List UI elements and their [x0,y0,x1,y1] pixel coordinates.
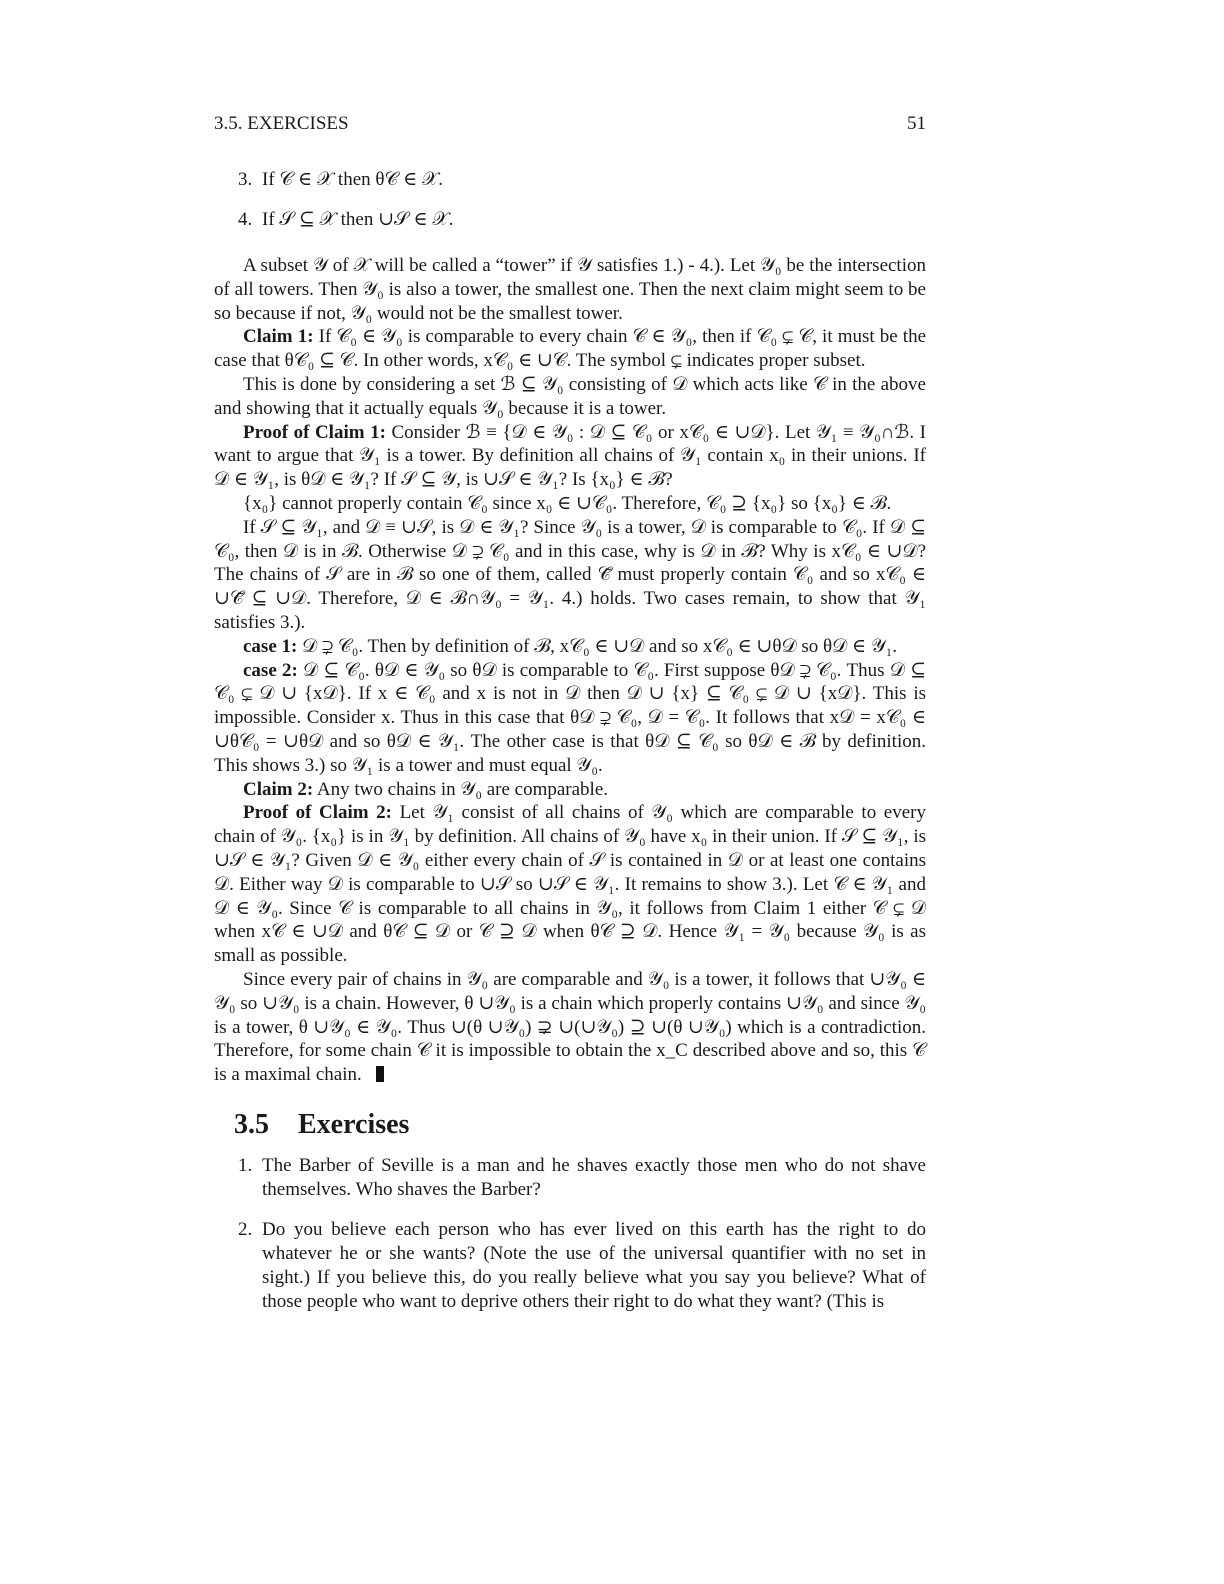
section-heading [234,1107,409,1143]
paragraph [214,325,926,373]
paragraph-text: 𝒟 ⊆ 𝒞₀. θ𝒟 ∈ 𝒴₀ so θ𝒟 is comparable to 𝒞₀. First suppose θ𝒟 ⊋ 𝒞₀. Thus 𝒟 ⊆ 𝒞₀ ⊊ 𝒟 ∪ {x𝒟}. If x ∈ 𝒞₀ and x is not in 𝒟 then 𝒟 ∪ {x} ⊆ 𝒞₀ ⊊ 𝒟 ∪ {x𝒟}. This is impossible. Consider x. Thus in this case that θ𝒟 ⊋ 𝒞₀, 𝒟 = 𝒞₀. It follows that x𝒟 = x𝒞₀ ∈ ∪θ𝒞₀ = ∪θ𝒟 and so θ𝒟 ∈ 𝒴₁. The other case is that θ𝒟 ⊆ 𝒞₀ so θ𝒟 ∈ ℬ by definition. This shows 3.) so 𝒴₁ is a tower and must equal 𝒴₀. [214,659,926,776]
list-item [238,208,926,232]
exercise-list [238,1154,926,1330]
paragraph-lead: case 2: [243,659,298,681]
paragraph [214,801,926,968]
paragraph-text: If 𝒮 ⊆ 𝒴₁, and 𝒟 ≡ ∪𝒮, is 𝒟 ∈ 𝒴₁? Since 𝒴₀ is a tower, 𝒟 is comparable to 𝒞₀. If 𝒟 ⊆ 𝒞₀, then 𝒟 is in ℬ. Otherwise 𝒟 ⊋ 𝒞₀ and in this case, why is 𝒟 in ℬ? Why is x𝒞₀ ∈ ∪𝒟? The chains of 𝒮 are in ℬ so one of them, called 𝒞̃ must properly contain 𝒞₀ and so x𝒞₀ ∈ ∪𝒞̃ ⊆ ∪𝒟. Therefore, 𝒟 ∈ ℬ∩𝒴₀ = 𝒴₁. 4.) holds. Two cases remain, to show that 𝒴₁ satisfies 3.). [214,516,926,633]
list-item-number: 4. [238,209,253,230]
list-item-number: 3. [238,169,253,190]
paragraph-lead: Proof of Claim 1: [243,421,386,443]
paragraph-text: 𝒟 ⊋ 𝒞₀. Then by definition of ℬ, x𝒞₀ ∈ ∪𝒟 and so x𝒞₀ ∈ ∪θ𝒟 so θ𝒟 ∈ 𝒴₁. [297,635,898,657]
paragraph-text: Any two chains in 𝒴₀ are comparable. [313,778,609,800]
paragraph-text: {x₀} cannot properly contain 𝒞₀ since x₀ ∈ ∪𝒞₀. Therefore, 𝒞₀ ⊇ {x₀} so {x₀} ∈ ℬ. [243,492,892,514]
qed-symbol [376,1066,384,1082]
list-item [238,168,926,192]
exercise-text: Do you believe each person who has ever lived on this earth has the right to do whatever he or she wants? (Note the use of the universal quantifier with no set in sight.) If you believe this, do you really believe what you say you believe? What of those people who want to deprive others their right to do what they want? (This is [262,1219,926,1312]
paragraph-text: This is done by considering a set ℬ ⊆ 𝒴₀ consisting of 𝒟 which acts like 𝒞 in the above and showing that it actually equals 𝒴₀ because it is a tower. [214,373,926,419]
paragraph-lead: Proof of Claim 2: [243,802,392,824]
paragraph-lead: case 1: [243,635,298,657]
paragraph-text: A subset 𝒴 of 𝒳 will be called a “tower” if 𝒴 satisfies 1.) - 4.). Let 𝒴₀ be the intersection of all towers. Then 𝒴₀ is also a tower, the smallest one. Then the next claim might seem to be so because if not, 𝒴₀ would not be the smallest tower. [214,255,926,324]
paragraph [214,659,926,778]
paragraph-lead: Claim 1: [243,326,314,348]
paragraph [214,778,926,802]
paragraph [214,421,926,492]
paragraph [214,492,926,516]
section-running-title: 3.5. EXERCISES [214,113,349,134]
running-head [214,112,926,136]
paragraph-text: Consider ℬ ≡ {𝒟 ∈ 𝒴₀ : 𝒟 ⊆ 𝒞₀ or x𝒞₀ ∈ ∪𝒟}. Let 𝒴₁ ≡ 𝒴₀∩ℬ. I want to argue that 𝒴₁ is a tower. By definition all chains of 𝒴₁ contain x₀ in their unions. If 𝒟 ∈ 𝒴₁, is θ𝒟 ∈ 𝒴₁? If 𝒮 ⊆ 𝒴, is ∪𝒮 ∈ 𝒴₁? Is {x₀} ∈ ℬ? [214,421,926,491]
exercise-item [238,1154,926,1202]
section-title: Exercises [298,1109,410,1140]
paragraph [214,373,926,421]
exercise-text: The Barber of Seville is a man and he shaves exactly those men who do not shave themselves. Who shaves the Barber? [262,1155,926,1200]
proof-body [214,254,926,1087]
paragraph-text: Let 𝒴₁ consist of all chains of 𝒴₀ which are comparable to every chain of 𝒴₀. {x₀} is in 𝒴₁ by definition. All chains of 𝒴₀ have x₀ in their union. If 𝒮 ⊆ 𝒴₁, is ∪𝒮 ∈ 𝒴₁? Given 𝒟 ∈ 𝒴₀ either every chain of 𝒮 is contained in 𝒟 or at least one contains 𝒟. Either way 𝒟 is comparable to ∪𝒮 so ∪𝒮 ∈ 𝒴₁. It remains to show 3.). Let 𝒞 ∈ 𝒴₁ and 𝒟 ∈ 𝒴₀. Since 𝒞 is comparable to all chains in 𝒴₀, it follows from Claim 1 either 𝒞 ⊊ 𝒟 when x𝒞 ∈ ∪𝒟 and θ𝒞 ⊆ 𝒟 or 𝒞 ⊇ 𝒟 when θ𝒞 ⊇ 𝒟. Hence 𝒴₁ = 𝒴₀ because 𝒴₀ is as small as possible. [214,802,926,967]
exercise-item [238,1218,926,1314]
exercise-number: 2. [238,1219,253,1240]
paragraph-text: If 𝒞₀ ∈ 𝒴₀ is comparable to every chain 𝒞 ∈ 𝒴₀, then if 𝒞₀ ⊊ 𝒞, it must be the case that θ𝒞₀ ⊆ 𝒞. In other words, x𝒞₀ ∈ ∪𝒞. The symbol ⊊ indicates proper subset. [214,326,926,372]
paragraph [214,254,926,325]
list-item-text: If 𝒮 ⊆ 𝒳 then ∪𝒮 ∈ 𝒳. [262,209,454,230]
paragraph [214,968,926,1087]
list-item-text: If 𝒞 ∈ 𝒳 then θ𝒞 ∈ 𝒳. [262,169,443,190]
section-number: 3.5 [234,1109,269,1140]
page-number: 51 [907,113,926,134]
exercise-number: 1. [238,1155,253,1176]
paragraph [214,516,926,635]
paragraph-text: Since every pair of chains in 𝒴₀ are comparable and 𝒴₀ is a tower, it follows that ∪𝒴₀ ∈ 𝒴₀ so ∪𝒴₀ is a chain. However, θ ∪𝒴₀ is a chain which properly contains ∪𝒴₀ and since 𝒴₀ is a tower, θ ∪𝒴₀ ∈ 𝒴₀. Thus ∪(θ ∪𝒴₀) ⊋ ∪(∪𝒴₀) ⊇ ∪(θ ∪𝒴₀) which is a contradiction. Therefore, for some chain 𝒞 it is impossible to obtain the x_C described above and so, this 𝒞 is a maximal chain. [214,968,926,1086]
paragraph-lead: Claim 2: [243,778,314,800]
paragraph [214,635,926,659]
